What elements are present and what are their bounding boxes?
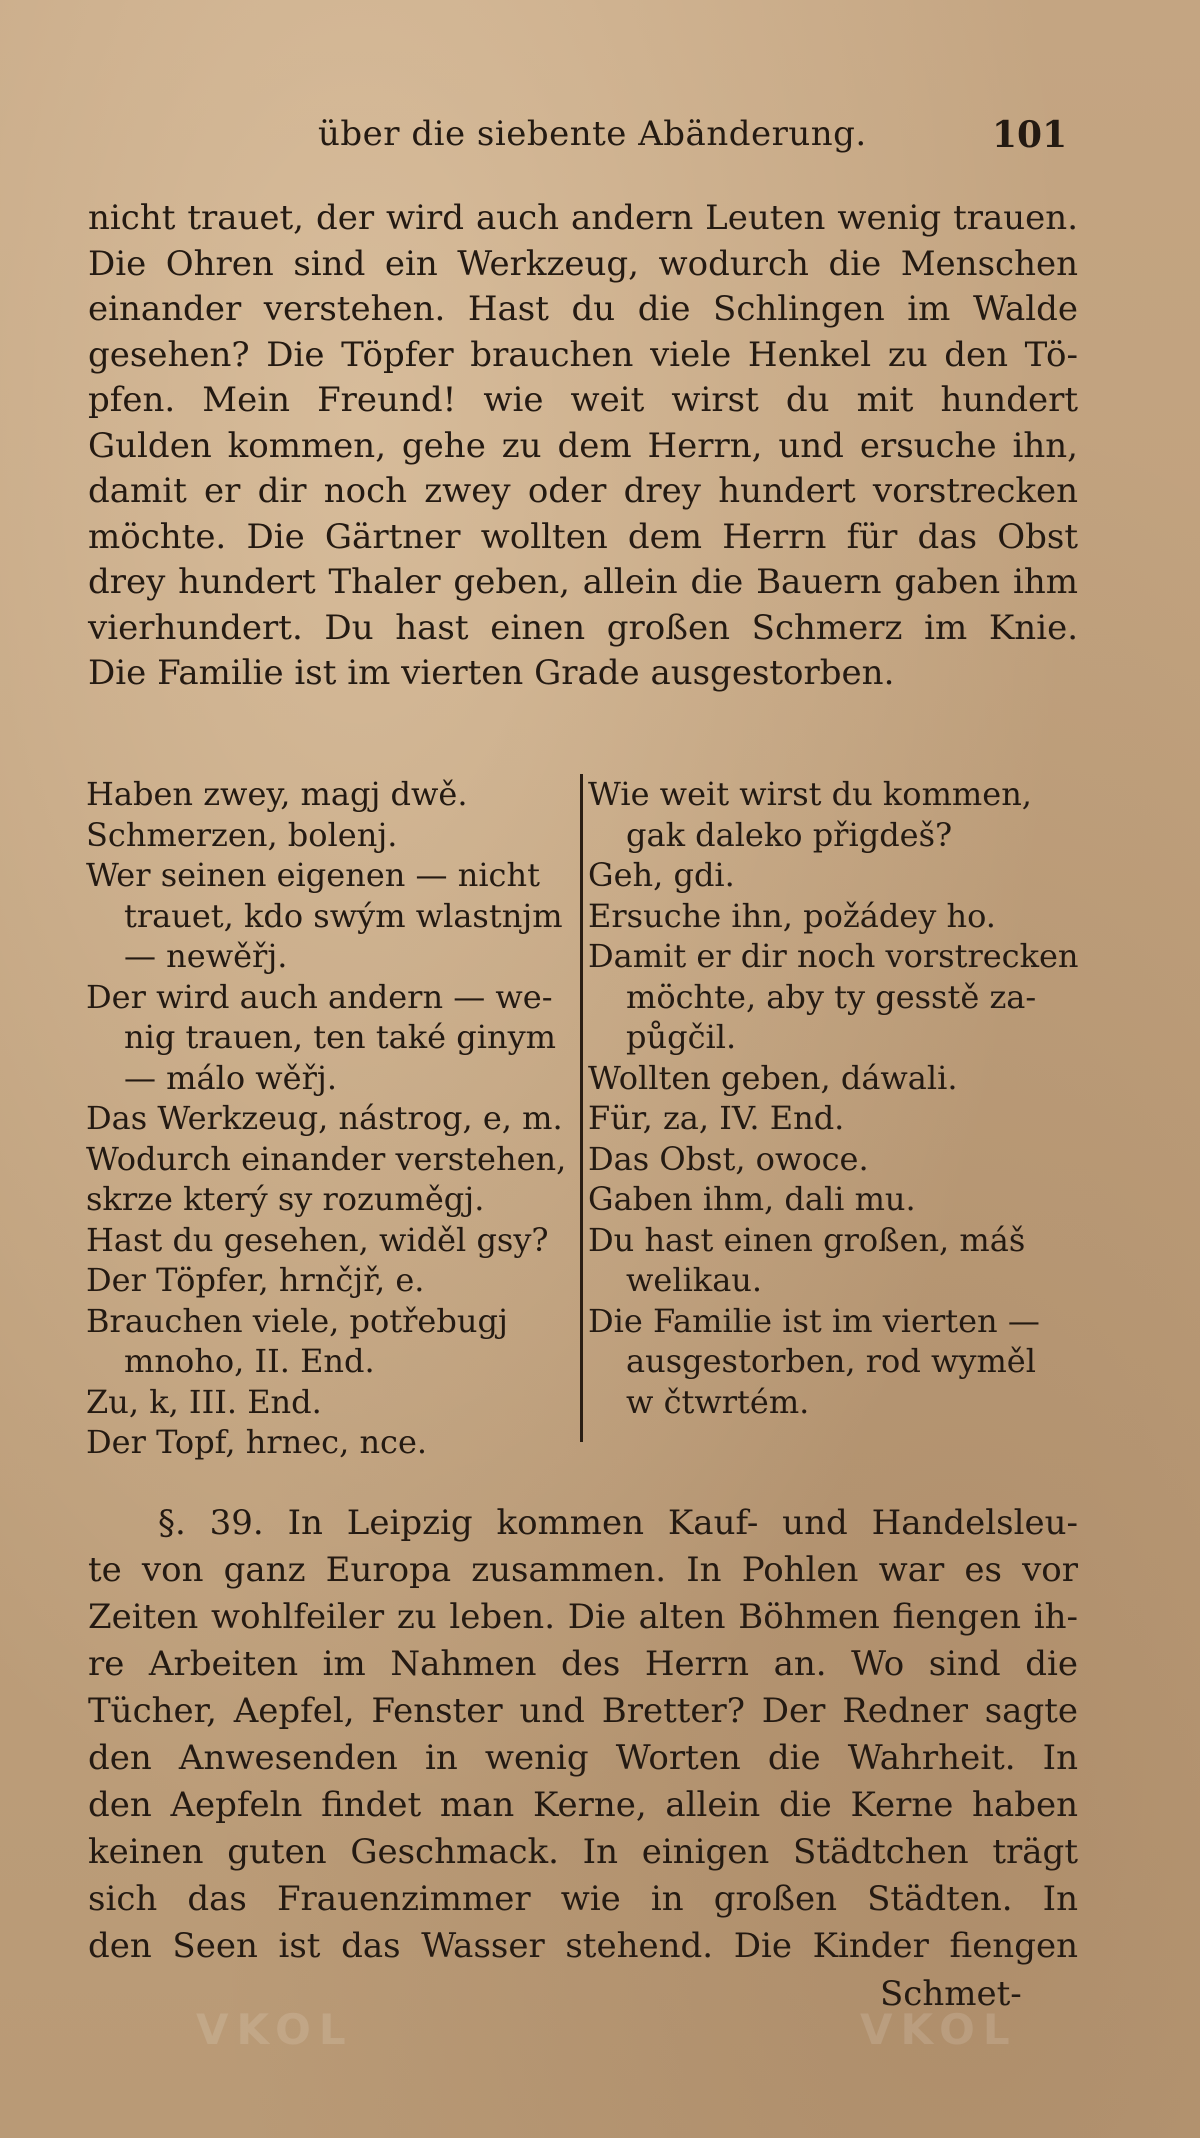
vocab-line: Die Familie ist im vierten — xyxy=(588,1301,1040,1340)
vocab-entry xyxy=(588,774,1080,855)
vocab-line: Hast du gesehen, widěl gsy? xyxy=(86,1220,549,1259)
vocab-line: Wollten geben, dáwali. xyxy=(588,1058,958,1097)
text-line: den Anwesenden in wenig Worten die Wahrheit. In xyxy=(88,1738,1078,1778)
text-line: Gulden kommen, gehe zu dem Herrn, und ersuche ihn, xyxy=(88,425,1078,466)
vocab-entry xyxy=(588,1098,1080,1139)
text-line: den Aepfeln findet man Kerne, allein die Kerne haben xyxy=(88,1785,1078,1825)
vocab-entry xyxy=(588,1301,1080,1423)
text-line: §. 39. In Leipzig kommen Kauf- und Handelsleu- xyxy=(158,1503,1078,1543)
vocabulary-table xyxy=(86,774,1079,1461)
text-line: re Arbeiten im Nahmen des Herrn an. Wo sind die xyxy=(88,1644,1078,1684)
vocab-line: Das Obst, owoce. xyxy=(588,1139,869,1178)
vocab-entry xyxy=(86,1260,576,1301)
vocab-line: Du hast einen großen, máš xyxy=(588,1220,1026,1259)
text-line: Zeiten wohlfeiler zu leben. Die alten Böhmen fiengen ih- xyxy=(88,1597,1078,1637)
vocabulary-left-column xyxy=(86,774,576,1463)
vocab-line: Zu, k, III. End. xyxy=(86,1382,322,1421)
paragraph-2 xyxy=(88,1500,1078,1970)
vocab-entry xyxy=(588,1179,1080,1220)
vocab-line: ausgestorben, rod wyměl xyxy=(626,1342,1036,1380)
vocab-line: — newěřj. xyxy=(124,937,288,975)
vocab-line: Gaben ihm, dali mu. xyxy=(588,1180,916,1218)
vocab-line: Damit er dir noch vorstrecken xyxy=(588,937,1079,975)
vocab-line: welikau. xyxy=(626,1261,763,1299)
library-watermark: VKOL xyxy=(860,2005,1018,2054)
text-line: Die Familie ist im vierten Grade ausgestorben. xyxy=(88,653,895,693)
vocab-entry xyxy=(86,815,576,856)
page-header xyxy=(0,108,1200,158)
library-watermark: VKOL xyxy=(196,2005,354,2054)
vocab-entry xyxy=(86,1422,576,1463)
vocab-line: Wie weit wirst du kommen, xyxy=(588,775,1032,813)
catchword: Schmet- xyxy=(880,1974,1022,2014)
text-line: vierhundert. Du hast einen großen Schmerz im Knie. xyxy=(88,607,1078,648)
text-line: einander verstehen. Hast du die Schlingen im Walde xyxy=(88,289,1078,329)
text-line: sich das Frauenzimmer wie in großen Städten. In xyxy=(88,1879,1078,1919)
vocab-line: möchte, aby ty gesstě za- xyxy=(626,977,1037,1016)
vocab-entry xyxy=(86,977,576,1099)
vocab-entry xyxy=(86,1301,576,1382)
vocab-entry xyxy=(588,1220,1080,1301)
vocab-entry xyxy=(86,1382,576,1423)
vocab-line: Der Töpfer, hrnčjř, e. xyxy=(86,1261,425,1299)
vocab-line: trauet, kdo swým wlastnjm xyxy=(124,896,563,935)
vocab-line: skrze který sy rozuměgj. xyxy=(86,1180,485,1218)
text-line: te von ganz Europa zusammen. In Pohlen war es vor xyxy=(88,1550,1078,1590)
vocab-line: — málo wěřj. xyxy=(124,1058,337,1097)
vocab-line: Haben zwey, magj dwě. xyxy=(86,775,468,813)
vocab-line: mnoho, II. End. xyxy=(124,1342,375,1380)
vocab-line: Wodurch einander verstehen, xyxy=(86,1139,567,1178)
vocab-line: Der Topf, hrnec, nce. xyxy=(86,1423,428,1461)
vocab-entry xyxy=(86,774,576,815)
vocab-line: Für, za, IV. End. xyxy=(588,1099,845,1137)
running-title: über die siebente Abänderung. xyxy=(318,114,867,154)
text-line: gesehen? Die Töpfer brauchen viele Henkel zu den Tö- xyxy=(88,334,1078,375)
vocab-entry xyxy=(588,896,1080,937)
text-line: keinen guten Geschmack. In einigen Städtchen trägt xyxy=(88,1832,1078,1872)
vocab-entry xyxy=(588,936,1080,1058)
page-number: 101 xyxy=(992,114,1068,156)
vocab-line: Der wird auch andern — we- xyxy=(86,977,553,1016)
vocab-line: nig trauen, ten také ginym xyxy=(124,1018,556,1056)
vocab-line: Schmerzen, bolenj. xyxy=(86,815,398,854)
vocab-line: Brauchen viele, potřebugj xyxy=(86,1301,508,1340)
vocab-line: w čtwrtém. xyxy=(626,1382,810,1421)
vocab-entry xyxy=(86,855,576,977)
text-line: nicht trauet, der wird auch andern Leuten wenig trauen. xyxy=(88,198,1078,238)
text-line: damit er dir noch zwey oder drey hundert vorstrecken xyxy=(88,471,1078,511)
vocab-line: Ersuche ihn, požádey ho. xyxy=(588,896,996,935)
text-line: pfen. Mein Freund! wie weit wirst du mit hundert xyxy=(88,380,1078,420)
text-line: drey hundert Thaler geben, allein die Bauern gaben ihm xyxy=(88,562,1078,602)
vocab-entry xyxy=(86,1139,576,1220)
vocab-line: půgčil. xyxy=(626,1018,737,1056)
vocab-entry xyxy=(588,1139,1080,1180)
text-line: den Seen ist das Wasser stehend. Die Kinder fiengen xyxy=(88,1926,1078,1966)
paragraph-1 xyxy=(88,196,1078,697)
text-line: möchte. Die Gärtner wollten dem Herrn für das Obst xyxy=(88,516,1078,557)
text-line: Tücher, Aepfel, Fenster und Bretter? Der Redner sagte xyxy=(88,1691,1078,1731)
vocab-line: Geh, gdi. xyxy=(588,856,735,894)
vocab-line: Wer seinen eigenen — nicht xyxy=(86,856,540,894)
vocab-entry xyxy=(588,855,1080,896)
vocab-line: Das Werkzeug, nástrog, e, m. xyxy=(86,1099,563,1137)
vocabulary-right-column xyxy=(588,774,1080,1422)
text-line: Die Ohren sind ein Werkzeug, wodurch die Menschen xyxy=(88,243,1078,284)
vocab-entry xyxy=(86,1098,576,1139)
column-divider xyxy=(580,774,583,1442)
vocab-entry xyxy=(588,1058,1080,1099)
vocab-line: gak daleko přigdeš? xyxy=(626,815,953,854)
vocab-entry xyxy=(86,1220,576,1261)
